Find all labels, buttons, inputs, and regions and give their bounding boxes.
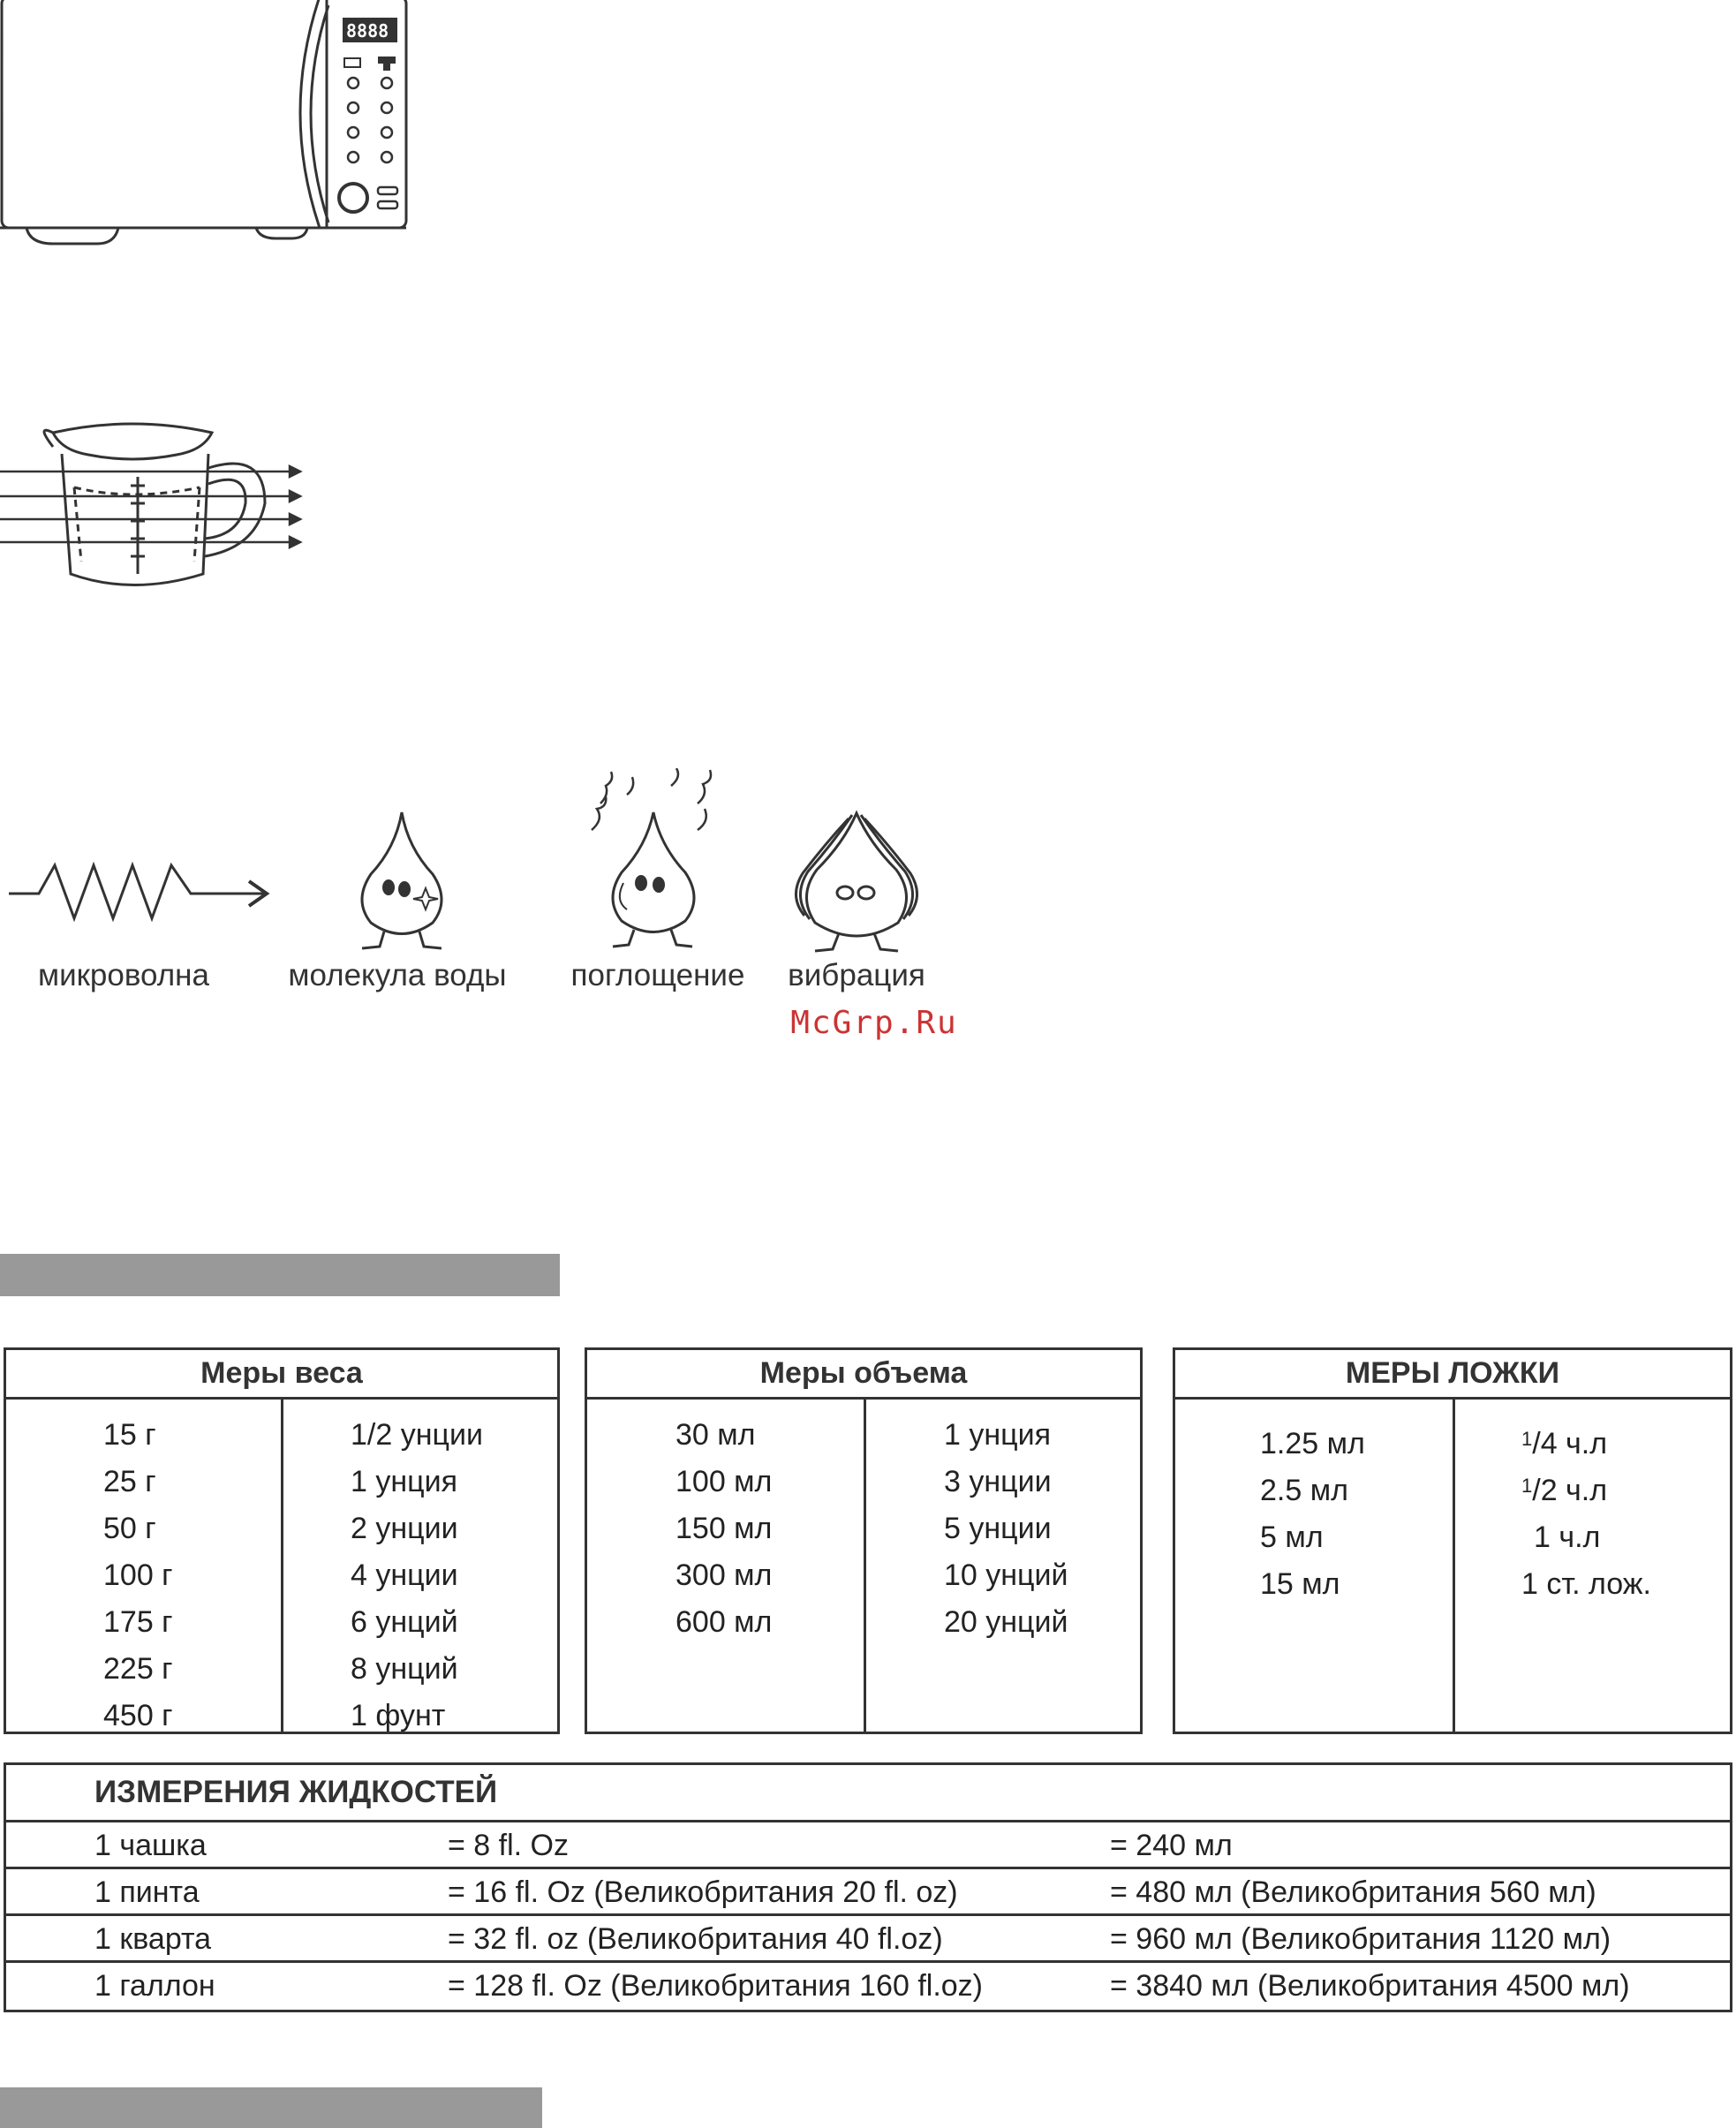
table-cell: 15 мл xyxy=(1260,1567,1340,1601)
table-cell: 100 мл xyxy=(676,1465,773,1498)
table-cell: 5 мл xyxy=(1260,1521,1324,1554)
ml-column xyxy=(676,1412,772,1646)
caption-absorption: поглощение xyxy=(570,958,745,992)
table-cell: 150 мл xyxy=(676,1512,773,1545)
table-cell: 8 унций xyxy=(351,1652,458,1686)
svg-text:8888: 8888 xyxy=(346,20,389,42)
unit-cell: 1 кварта xyxy=(94,1922,212,1956)
caption-vibration: вибрация xyxy=(788,958,925,992)
caption-water-molecule: молекула воды xyxy=(288,958,507,992)
table-cell: 600 мл xyxy=(676,1605,773,1639)
table-cell: 50 г xyxy=(103,1512,156,1545)
volume-measures-table xyxy=(585,1347,1143,1734)
unit-cell: 1 пинта xyxy=(94,1875,200,1909)
table-row xyxy=(6,1913,1730,1960)
ounces-cell: = 32 fl. oz (Великобритания 40 fl.oz) xyxy=(448,1922,943,1956)
table-cell: 1 ст. лож. xyxy=(1521,1567,1651,1601)
table-title: Меры объема xyxy=(587,1350,1140,1400)
table-cell: 100 г xyxy=(103,1558,173,1592)
table-cell: 1 фунт xyxy=(351,1699,446,1732)
unit-cell: 1 галлон xyxy=(94,1969,215,2003)
table-cell: 1 унция xyxy=(351,1465,458,1498)
table-cell xyxy=(1521,1421,1651,1468)
caption-microwave: микроволна xyxy=(38,958,209,992)
table-header-row xyxy=(6,1765,1730,1820)
vibration-drop xyxy=(790,808,923,958)
table-row xyxy=(6,1820,1730,1867)
table-cell: 10 унций xyxy=(944,1558,1068,1592)
ounces-cell: = 128 fl. Oz (Великобритания 160 fl.oz) xyxy=(448,1969,983,2003)
section-header-bar xyxy=(0,2087,542,2128)
table-cell: 1 унция xyxy=(944,1418,1052,1452)
ounces-cell: = 8 fl. Oz xyxy=(448,1829,569,1862)
microwave-wave-arrow xyxy=(9,856,274,927)
table-cell: 30 мл xyxy=(676,1418,756,1452)
fraction-numerator: 1 xyxy=(1521,1475,1533,1497)
ounces-column xyxy=(351,1412,483,1739)
table-cell: 6 унций xyxy=(351,1605,458,1639)
table-cell: 20 унций xyxy=(944,1605,1068,1639)
measuring-jug-illustration xyxy=(0,415,309,609)
table-cell: 4 унции xyxy=(351,1558,458,1592)
table-cell: 450 г xyxy=(103,1699,173,1732)
spoon-measures-table xyxy=(1173,1347,1732,1734)
liquid-measures-table xyxy=(4,1762,1732,2012)
table-cell: 225 г xyxy=(103,1652,173,1686)
column-divider xyxy=(281,1400,283,1732)
ml-cell: = 480 мл (Великобритания 560 мл) xyxy=(1110,1875,1596,1909)
table-cell: 1/2 унции xyxy=(351,1418,483,1452)
microwave-oven-illustration xyxy=(0,0,415,252)
table-cell: 300 мл xyxy=(676,1558,773,1592)
fraction-numerator: 1 xyxy=(1521,1428,1533,1450)
table-cell: 15 г xyxy=(103,1418,156,1452)
weight-measures-table xyxy=(4,1347,560,1734)
table-cell xyxy=(1521,1468,1651,1514)
table-cell: 2.5 мл xyxy=(1260,1474,1348,1507)
table-row xyxy=(6,1960,1730,2007)
table-cell: 1.25 мл xyxy=(1260,1427,1365,1460)
table-cell: 1 ч.л xyxy=(1534,1521,1601,1554)
table-title: Меры веса xyxy=(6,1350,557,1400)
water-molecule-drop xyxy=(344,804,459,954)
column-divider xyxy=(1453,1400,1455,1732)
ml-cell: = 240 мл xyxy=(1110,1829,1233,1862)
watermark: McGrp.Ru xyxy=(790,1005,958,1041)
grams-column xyxy=(103,1412,173,1739)
ounces-cell: = 16 fl. Oz (Великобритания 20 fl. oz) xyxy=(448,1875,958,1909)
column-divider xyxy=(864,1400,866,1732)
table-cell: 3 унции xyxy=(944,1465,1052,1498)
ml-cell: = 960 мл (Великобритания 1120 мл) xyxy=(1110,1922,1611,1956)
unit-cell: 1 чашка xyxy=(94,1829,207,1862)
spoon-column xyxy=(1521,1421,1651,1608)
table-cell: 175 г xyxy=(103,1605,173,1639)
table-cell: 2 унции xyxy=(351,1512,458,1545)
fraction-text: /4 ч.л xyxy=(1532,1427,1608,1460)
fraction-text: /2 ч.л xyxy=(1532,1474,1608,1507)
absorption-drop xyxy=(583,768,724,954)
ounces-column xyxy=(944,1412,1068,1646)
table-cell: 5 унции xyxy=(944,1512,1052,1545)
table-title: МЕРЫ ЛОЖКИ xyxy=(1175,1350,1730,1400)
section-header-bar xyxy=(0,1254,560,1296)
ml-cell: = 3840 мл (Великобритания 4500 мл) xyxy=(1110,1969,1630,2003)
table-row xyxy=(6,1867,1730,1913)
ml-column xyxy=(1260,1421,1365,1608)
table-cell: 25 г xyxy=(103,1465,156,1498)
table-title: ИЗМЕРЕНИЯ ЖИДКОСТЕЙ xyxy=(94,1775,498,1809)
